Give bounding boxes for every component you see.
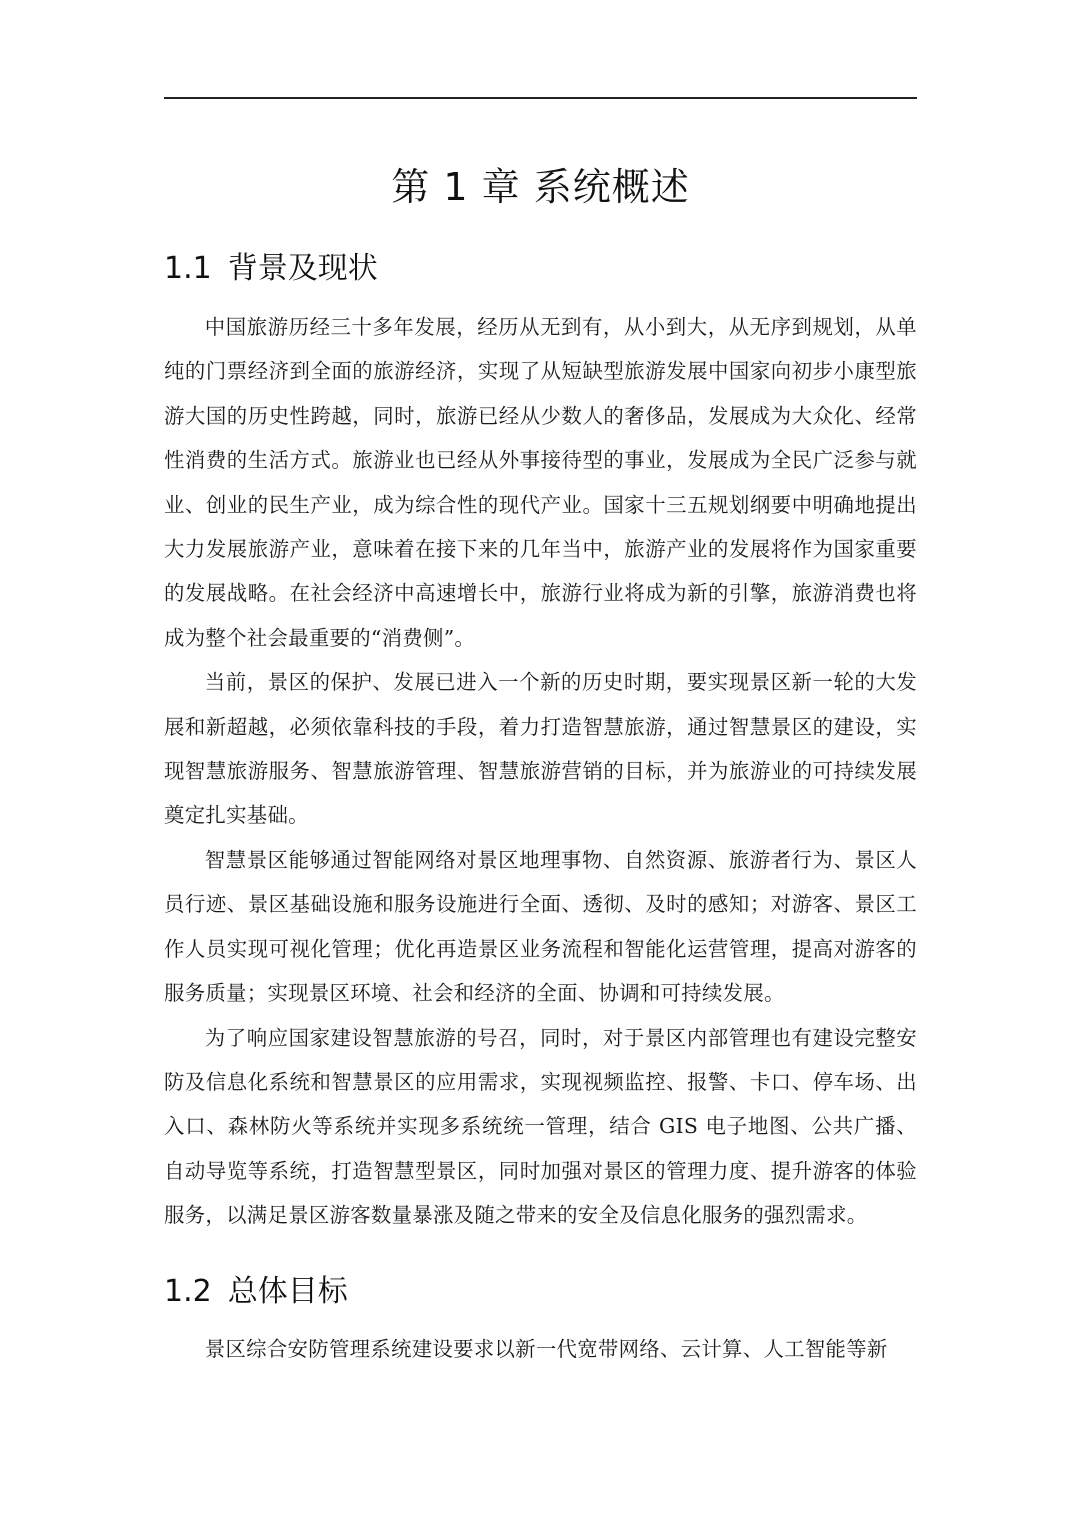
section-body-1-2 xyxy=(164,1327,917,1371)
paragraph: 中国旅游历经三十多年发展，经历从无到有，从小到大，从无序到规划，从单纯的门票经济到全面的旅游经济，实现了从短缺型旅游发展中国家向初步小康型旅游大国的历史性跨越，同时，旅游已经从少数人的奢侈品，发展成为大众化、经常性消费的生活方式。旅游业也已经从外事接待型的事业，发展成为全民广泛参与就业、创业的民生产业，成为综合性的现代产业。国家十三五规划纲要中明确地提出大力发展旅游产业，意味着在接下来的几年当中，旅游产业的发展将作为国家重要的发展战略。在社会经济中高速增长中，旅游行业将成为新的引擎，旅游消费也将成为整个社会最重要的“消费侧”。 xyxy=(164,315,917,650)
section-body-1-1 xyxy=(164,305,917,1238)
paragraph: 景区综合安防管理系统建设要求以新一代宽带网络、云计算、人工智能等新 xyxy=(204,1337,888,1361)
header-rule xyxy=(164,97,917,99)
section-heading-1-2 xyxy=(164,1266,348,1310)
section-number: 1.1 xyxy=(164,251,212,286)
section-title-text: 背景及现状 xyxy=(227,251,378,286)
section-heading-1-1 xyxy=(164,243,378,287)
section-title-text: 总体目标 xyxy=(227,1274,348,1309)
paragraph: 当前，景区的保护、发展已进入一个新的历史时期，要实现景区新一轮的大发展和新超越，必须依靠科技的手段，着力打造智慧旅游，通过智慧景区的建设，实现智慧旅游服务、智慧旅游管理、智慧旅游营销的目标，并为旅游业的可持续发展奠定扎实基础。 xyxy=(164,670,917,828)
section-number: 1.2 xyxy=(164,1274,212,1309)
chapter-title: 第 1 章 系统概述 xyxy=(391,165,690,209)
paragraph: 为了响应国家建设智慧旅游的号召，同时，对于景区内部管理也有建设完整安防及信息化系统和智慧景区的应用需求，实现视频监控、报警、卡口、停车场、出入口、森林防火等系统并实现多系统统一管理，结合 GIS 电子地图、公共广播、自动导览等系统，打造智慧型景区，同时加强对景区的管理力度、提升游客的体验服务，以满足景区游客数量暴涨及随之带来的安全及信息化服务的强烈需求。 xyxy=(164,1025,917,1228)
paragraph: 智慧景区能够通过智能网络对景区地理事物、自然资源、旅游者行为、景区人员行迹、景区基础设施和服务设施进行全面、透彻、及时的感知；对游客、景区工作人员实现可视化管理；优化再造景区业务流程和智能化运营管理，提高对游客的服务质量；实现景区环境、社会和经济的全面、协调和可持续发展。 xyxy=(164,847,917,1006)
